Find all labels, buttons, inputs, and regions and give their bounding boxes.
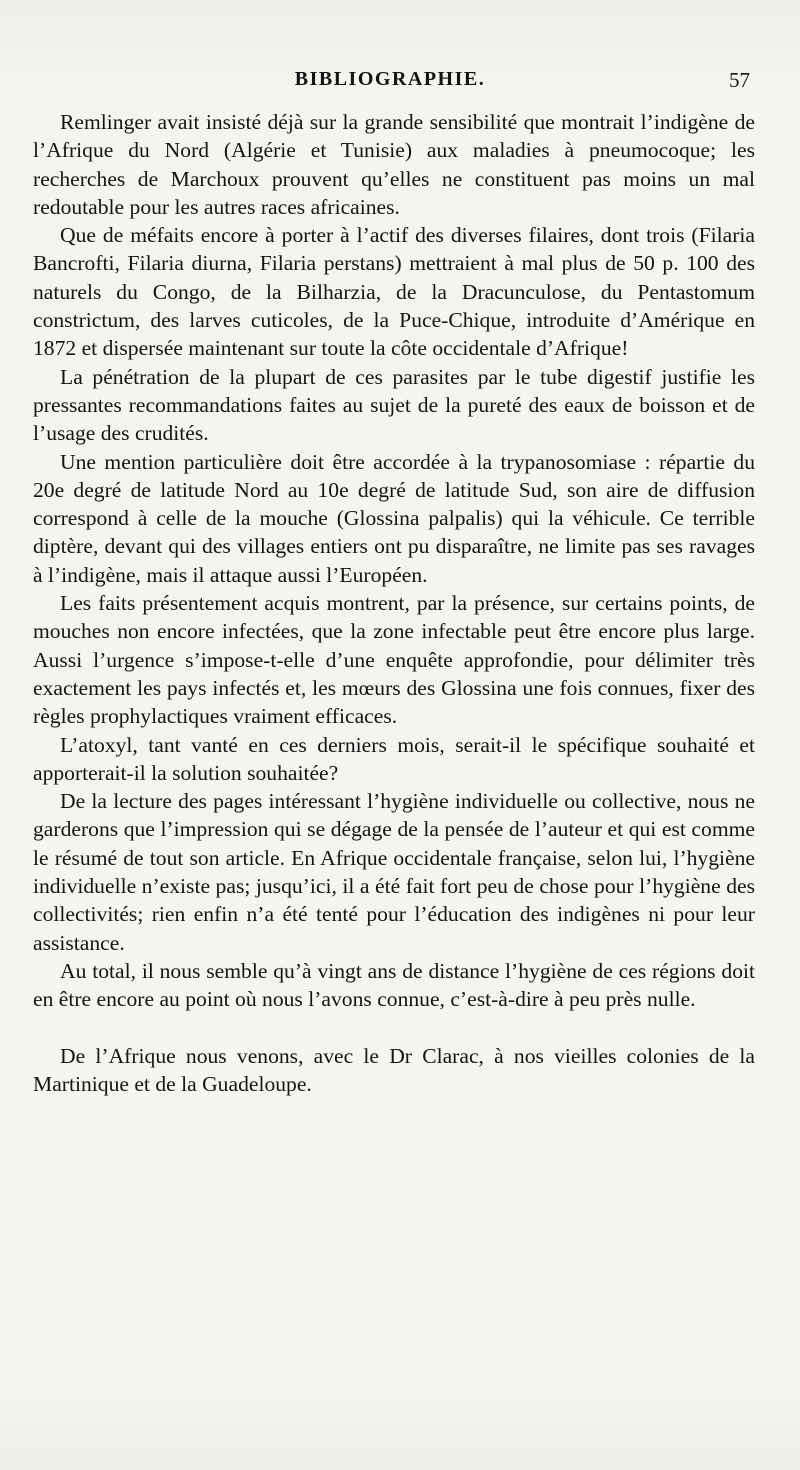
paragraph: La pénétration de la plupart de ces parasites par le tube digestif justifie les pressantes recommandations faites au sujet de la pureté des eaux de boisson et de l’usage des crudités. [33, 364, 755, 446]
paragraph: De la lecture des pages intéressant l’hygiène individuelle ou collective, nous ne garderons que l’impression qui se dégage de la pensée de l’auteur et qui est comme le résumé de tout son article. En Afrique occidentale française, selon lui, l’hygiène individuelle n’existe pas; jusqu’ici, il a été fait fort peu de chose pour l’hygiène des collectivités; rien enfin n’a été tenté pour l’éducation des indigènes ni pour leur assistance. [33, 789, 755, 955]
paragraph: Au total, il nous semble qu’à vingt ans de distance l’hygiène de ces régions doit en être encore au point où nous l’avons connue, c’est-à-dire à peu près nulle. [33, 958, 755, 1012]
running-head [30, 68, 750, 98]
paragraph: L’atoxyl, tant vanté en ces derniers mois, serait-il le spécifique souhaité et apporterait-il la solution souhaitée? [33, 732, 755, 785]
paragraph: Les faits présentement acquis montrent, par la présence, sur certains points, de mouches non encore infectées, que la zone infectable peut être encore plus large. Aussi l’urgence s’impose-t-elle d’une enquête approfondie, pour délimiter très exactement les pays infectés et, les mœurs des Glossina une fois connues, fixer des règles prophylactiques vraiment efficaces. [33, 591, 755, 729]
paragraph: Que de méfaits encore à porter à l’actif des diverses filaires, dont trois (Filaria Bancrofti, Filaria diurna, Filaria perstans) mettraient à mal plus de 50 p. 100 des naturels du Congo, de la Bilharzia, de la Dracunculose, du Pentastomum constrictum, des larves cuticoles, de la Puce-Chique, introduite d’Amérique en 1872 et dispersée maintenant sur toute la côte occidentale d’Afrique! [33, 223, 755, 361]
closing-paragraph: De l’Afrique nous venons, avec le Dr Clarac, à nos vieilles colonies de la Martinique et de la Guadeloupe. [33, 1043, 755, 1096]
paragraph: Une mention particulière doit être accordée à la trypanosomiase : répartie du 20e degré de latitude Nord au 10e degré de latitude Sud, son aire de diffusion correspond à celle de la mouche (Glossina palpalis) qui la véhicule. Ce terrible diptère, devant qui des villages entiers ont pu disparaître, ne limite pas ses ravages à l’indigène, mais il attaque aussi l’Européen. [33, 449, 755, 587]
body-text [33, 108, 755, 1098]
page-number: 57 [729, 68, 750, 92]
paragraph: Remlinger avait insisté déjà sur la grande sensibilité que montrait l’indigène de l’Afrique du Nord (Algérie et Tunisie) aux maladies à pneumocoque; les recherches de Marchoux prouvent qu’elles ne constituent pas moins un mal redoutable pour les autres races africaines. [33, 110, 755, 219]
running-title: BIBLIOGRAPHIE. [294, 68, 486, 90]
